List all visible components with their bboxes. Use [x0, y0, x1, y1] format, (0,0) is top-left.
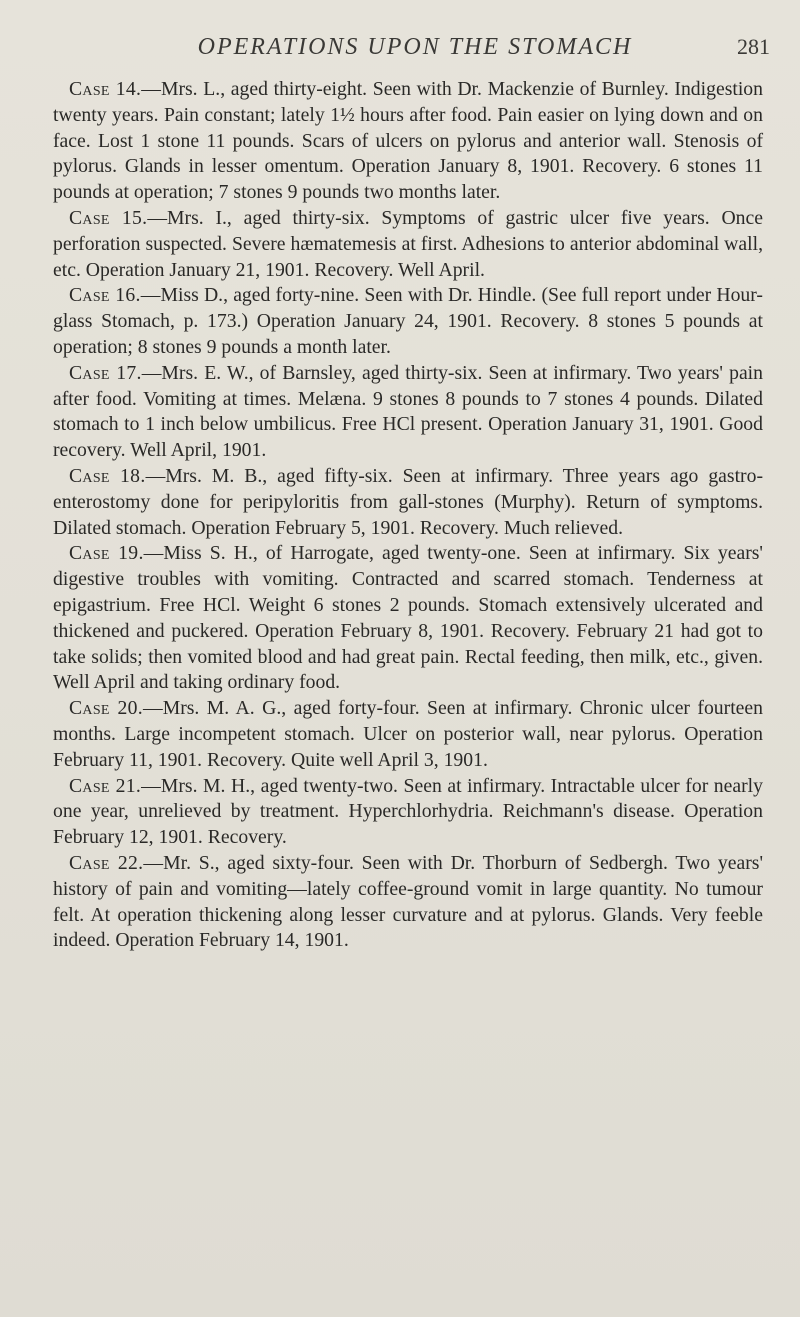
- case-entry: [53, 206, 763, 283]
- running-title: OPERATIONS UPON THE STOMACH: [197, 34, 633, 60]
- case-entry: [53, 464, 763, 541]
- case-label: Case 22.: [69, 851, 144, 874]
- case-entry: [53, 696, 763, 773]
- case-text: —Mrs. L., aged thirty-eight. Seen with Dr. Mackenzie of Burnley. Indigestion twenty years. Pain constant; lately 1½ hours after food. Pain easier on lying down and on face. Lost 1 stone 11 pounds. Scars of ulcers on pylorus and anterior wall. Stenosis of pylorus. Glands in lesser omentum. Operation January 8, 1901. Recovery. 6 stones 11 pounds at operation; 7 stones 9 pounds two months later.: [53, 78, 763, 204]
- case-text: —Mr. S., aged sixty-four. Seen with Dr. Thorburn of Sedbergh. Two years' history of pain and vomiting—lately coffee-ground vomit in large quantity. No tumour felt. At operation thickening along lesser curvature and at pylorus. Glands. Very feeble indeed. Operation February 14, 1901.: [53, 851, 763, 952]
- case-entry: [53, 77, 763, 206]
- case-entry: [53, 541, 763, 696]
- case-entry: [53, 774, 763, 851]
- case-text: —Mrs. E. W., of Barnsley, aged thirty-six. Seen at infirmary. Two years' pain after food. Vomiting at times. Melæna. 9 stones 8 pounds to 7 stones 4 pounds. Dilated stomach to 1 inch below umbilicus. Free HCl present. Operation January 31, 1901. Good recovery. Well April, 1901.: [53, 361, 763, 462]
- case-list: [53, 77, 763, 954]
- case-text: —Mrs. M. A. G., aged forty-four. Seen at infirmary. Chronic ulcer fourteen months. Large incompetent stomach. Ulcer on posterior wall, near pylorus. Operation February 11, 1901. Recovery. Quite well April 3, 1901.: [53, 697, 763, 771]
- case-label: Case 14.: [69, 78, 142, 100]
- case-label: Case 19.: [69, 542, 144, 565]
- case-label: Case 16.: [69, 284, 141, 307]
- case-label: Case 15.: [69, 206, 148, 229]
- running-head: [60, 24, 770, 64]
- case-text: —Mrs. M. B., aged fifty-six. Seen at infirmary. Three years ago gastro-enterostomy done for peripyloritis from gall-stones (Murphy). Return of symptoms. Dilated stomach. Operation February 5, 1901. Recovery. Much relieved.: [53, 464, 763, 539]
- case-label: Case 18.: [69, 464, 146, 487]
- case-label: Case 20.: [69, 697, 144, 720]
- case-text: —Miss S. H., of Harrogate, aged twenty-one. Seen at infirmary. Six years' digestive troubles with vomiting. Contracted and scarred stomach. Tenderness at epigastrium. Free HCl. Weight 6 stones 2 pounds. Stomach extensively ulcerated and thickened and puckered. Operation February 8, 1901. Recovery. February 21 had got to take solids; then vomited blood and had great pain. Rectal feeding, then milk, etc., given. Well April and taking ordinary food.: [53, 542, 763, 694]
- case-text: —Mrs. M. H., aged twenty-two. Seen at infirmary. Intractable ulcer for nearly one year, unrelieved by treatment. Hyperchlorhydria. Reichmann's disease. Operation February 12, 1901. Recovery.: [53, 774, 763, 849]
- case-entry: [53, 283, 763, 360]
- case-text: —Mrs. I., aged thirty-six. Symptoms of gastric ulcer five years. Once perforation suspected. Severe hæmatemesis at first. Adhesions to anterior abdominal wall, etc. Operation January 21, 1901. Recovery. Well April.: [53, 206, 764, 281]
- page-number: 281: [737, 34, 770, 59]
- case-entry: [53, 361, 763, 464]
- case-label: Case 21.: [69, 774, 142, 797]
- case-entry: [53, 851, 763, 954]
- case-label: Case 17.: [69, 361, 142, 384]
- case-text: —Miss D., aged forty-nine. Seen with Dr. Hindle. (See full report under Hour-glass Stomach, p. 173.) Operation January 24, 1901. Recovery. 8 stones 5 pounds at operation; 8 stones 9 pounds a month later.: [53, 284, 763, 358]
